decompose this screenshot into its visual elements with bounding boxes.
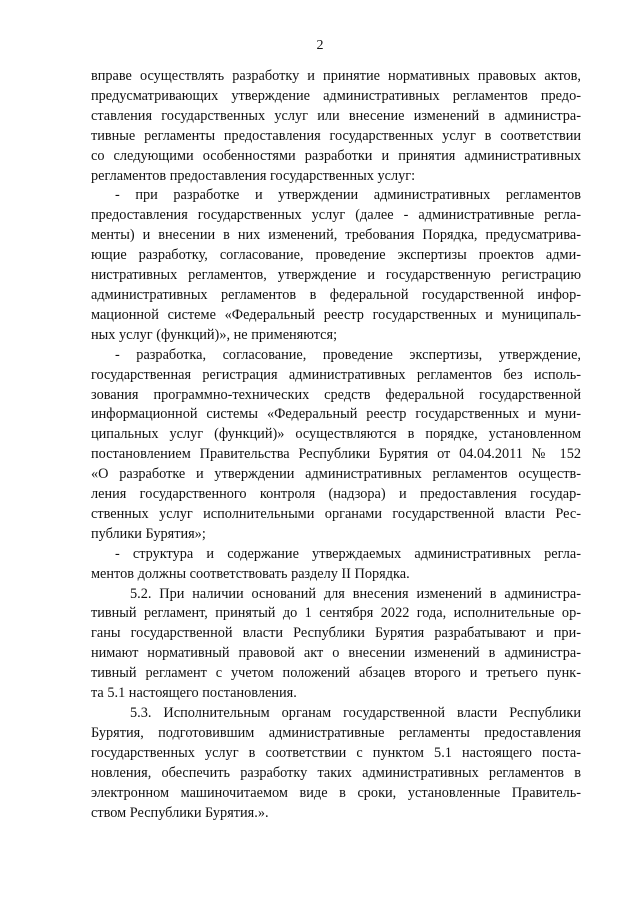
text-line: регламентов предоставления государственных услуг: — [91, 167, 416, 184]
text-line: тивный регламент, принятый до 1 сентября 2022 года, исполнительные ор- — [91, 605, 581, 622]
text-line: государственных услуг в соответствии с пунктом 5.1 настоящего поста- — [91, 744, 581, 761]
text-line: предоставления государственных услуг (далее - административные регла- — [91, 207, 581, 224]
text-line: вправе осуществлять разработку и принятие нормативных правовых актов, — [91, 68, 581, 84]
text-line: тивные регламенты предоставления государственных услуг в соответствии — [91, 127, 581, 144]
text-line: мационной системе «Федеральный реестр государственных и муниципаль- — [91, 306, 581, 323]
text-line: ством Республики Бурятия.». — [91, 804, 269, 821]
paragraph — [91, 545, 581, 585]
text-line: тивный регламент с учетом положений абзацев второго и третьего пунк- — [91, 665, 581, 682]
paragraph — [91, 585, 581, 704]
text-line: новления, обеспечить разработку таких административных регламентов в — [91, 764, 581, 781]
text-line: - разработка, согласование, проведение экспертизы, утверждение, — [115, 346, 581, 363]
text-line: - при разработке и утверждении административных регламентов — [115, 187, 581, 204]
text-line: «О разработке и утверждении административных регламентов осуществ- — [91, 466, 581, 483]
text-line: нимают нормативный правовой акт о внесении изменений в администра- — [91, 645, 581, 662]
text-line: со следующими особенностями разработки и принятия административных — [91, 147, 581, 164]
text-line: постановлением Правительства Республики Бурятия от 04.04.2011 № 152 — [91, 446, 581, 463]
paragraph — [91, 704, 581, 823]
text-line: 5.3. Исполнительным органам государственной власти Республики — [130, 705, 581, 721]
text-line: ления государственного контроля (надзора) и предоставления государ- — [91, 486, 581, 503]
text-line: электронном машиночитаемом виде в сроки, установленные Правитель- — [91, 784, 581, 801]
text-line: - структура и содержание утверждаемых административных регла- — [115, 545, 581, 562]
text-line: информационной системы «Федеральный реестр государственных и муни- — [91, 406, 581, 423]
text-line: ственных услуг исполнительными органами государственной власти Рес- — [91, 505, 581, 522]
text-line: ципальных услуг (функций)» осуществляются в порядке, установленном — [91, 426, 581, 443]
text-line: ющие разработку, согласование, проведение экспертизы проектов адми- — [91, 247, 581, 264]
text-line: та 5.1 настоящего постановления. — [91, 685, 297, 702]
text-line: предусматривающих утверждение административных регламентов предо- — [91, 87, 581, 104]
text-line: публики Бурятия»; — [91, 525, 206, 542]
text-line: государственная регистрация административных регламентов без исполь- — [91, 366, 581, 383]
text-line: административных регламентов в федеральной государственной инфор- — [91, 286, 581, 303]
text-line: ных услуг (функций)», не применяются; — [91, 326, 338, 343]
text-line: ганы государственной власти Республики Бурятия разрабатывают и при- — [91, 625, 581, 642]
text-line: ставления государственных услуг или внесение изменений в администра- — [91, 107, 581, 124]
text-line: 5.2. При наличии оснований для внесения изменений в администра- — [130, 585, 581, 602]
document-body — [91, 67, 581, 823]
text-line: менты) и внесении в них изменений, требования Порядка, предусматрива- — [91, 227, 581, 244]
page-number: 2 — [316, 38, 324, 53]
text-line: зования программно-технических средств федеральной государственной — [91, 386, 581, 403]
text-line: нистративных регламентов, утверждение и государственную регистрацию — [91, 267, 581, 284]
paragraph — [91, 186, 581, 345]
text-line: Бурятия, подготовившим административные регламенты предоставления — [91, 724, 581, 741]
text-line: ментов должны соответствовать разделу II Порядка. — [91, 565, 410, 582]
paragraph — [91, 346, 581, 545]
paragraph — [91, 67, 581, 186]
